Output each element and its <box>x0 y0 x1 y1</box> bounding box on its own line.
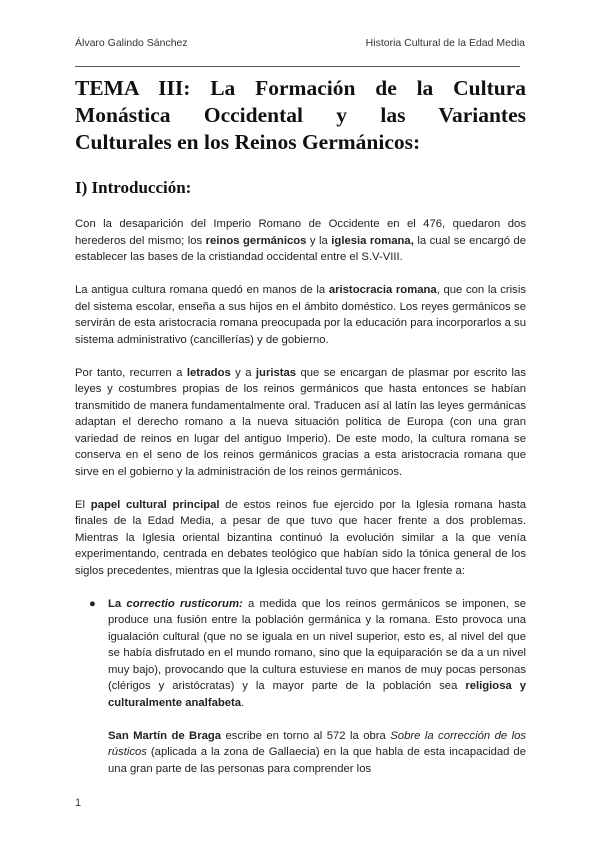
text: La antigua cultura romana quedó en manos de la <box>75 284 329 296</box>
paragraph-3 <box>75 365 526 481</box>
italic-text: Sobre la corrección de los rústicos <box>108 729 527 758</box>
bold-text: letrados <box>186 366 231 379</box>
text: y la <box>306 234 332 247</box>
paragraph-1 <box>75 216 526 266</box>
text: (aplicada a la zona de Gallaecia) en la que habla de esta incapacidad de una gran parte de las personas para comprender los <box>108 746 526 775</box>
bold-text: papel cultural principal <box>90 498 220 511</box>
title-line-1: TEMA III: La Formación de la Cultura <box>75 76 526 100</box>
text: a medida que los reinos germánicos se imponen, se produce una fusión entre la población germánica y la romana. Esto provoca una igualación cultural (que no se iguala en un nivel superior, esto es, al nivel del que se había disfrutado en el mundo romano, sino que la equiparación se da a un nivel muy bajo), provocando que la cultura estuviese en manos de muy pocas personas (clérigos y aristócratas) y la mayor parte de la población sea <box>108 597 527 692</box>
document-title <box>75 75 526 156</box>
bold-text: juristas <box>255 366 297 379</box>
bold-italic-text: correctio rusticorum: <box>126 597 243 610</box>
indented-paragraph <box>75 728 526 778</box>
header-rule <box>75 66 520 67</box>
text: de estos reinos fue ejercido por la Iglesia romana hasta finales de la Edad Media, a pesar de que tuvo que hacer frente a dos problemas. Mientras la Iglesia oriental bizantina continuó la evolución similar a la que venía experimentando, centrada en debates teológico que habían sido la tónica general de los siglos precedentes, mientras que la Iglesia occidental tuvo que hacer frente a: <box>75 498 527 577</box>
text: que se encargan de plasmar por escrito las leyes y costumbres propias de los reinos germánicos que hasta entonces se habían transmitido de manera fundamentalmente oral. Traducen así al latín las leyes germánicas adaptan el derecho romano a la nueva situación política de Europa (con una gran variedad de reinos en lugar del antiguo Imperio). De este modo, la cultura romana se conserva en el seno de los reinos germánicos gracias a esta aristocracia romana que sirve en el gobierno y la administración de los reinos germánicos. <box>75 366 526 478</box>
bullet-icon: ● <box>89 597 96 610</box>
bold-text: La <box>108 597 127 610</box>
text: y a <box>230 366 256 379</box>
list-item <box>89 596 527 712</box>
section-heading: I) Introducción: <box>75 178 192 197</box>
paragraph-4 <box>75 497 526 580</box>
header-author: Álvaro Galindo Sánchez <box>75 37 188 49</box>
text: Por tanto, recurren a <box>75 366 187 379</box>
bold-text: aristocracia romana <box>328 284 437 296</box>
bold-text: reinos germánicos <box>205 234 307 247</box>
title-line-3: Culturales en los Reinos Germánicos: <box>75 130 421 154</box>
header-course: Historia Cultural de la Edad Media <box>365 37 525 49</box>
text: escribe en torno al 572 la obra <box>221 729 391 742</box>
text: la cual se encargó de establecer las bases de la cristiandad occidental entre el S.V-VIII. <box>75 234 527 263</box>
bold-text: religiosa y culturalmente analfabeta <box>108 680 526 709</box>
bullet-list <box>75 596 526 712</box>
text: Con la desaparición del Imperio Romano de Occidente en el 476, quedaron dos herederos del mismo; los <box>75 218 526 247</box>
bold-text: San Martín de Braga <box>108 729 222 742</box>
text: , que con la crisis del sistema escolar, enseña a sus hijos en el ámbito doméstico. Los reyes germánicos se servirán de esta aristocracia romana preocupada por la educación para incorporarlos a su sistema administrativo (cancillerías) y de gobierno. <box>75 284 526 346</box>
text: . <box>241 696 245 709</box>
text: El <box>75 498 91 511</box>
document-body <box>75 216 526 777</box>
paragraph-2 <box>75 282 526 348</box>
title-line-2: Monástica Occidental y las Variantes <box>75 103 526 127</box>
bold-text: iglesia romana, <box>331 234 414 247</box>
page-number: 1 <box>75 797 82 809</box>
